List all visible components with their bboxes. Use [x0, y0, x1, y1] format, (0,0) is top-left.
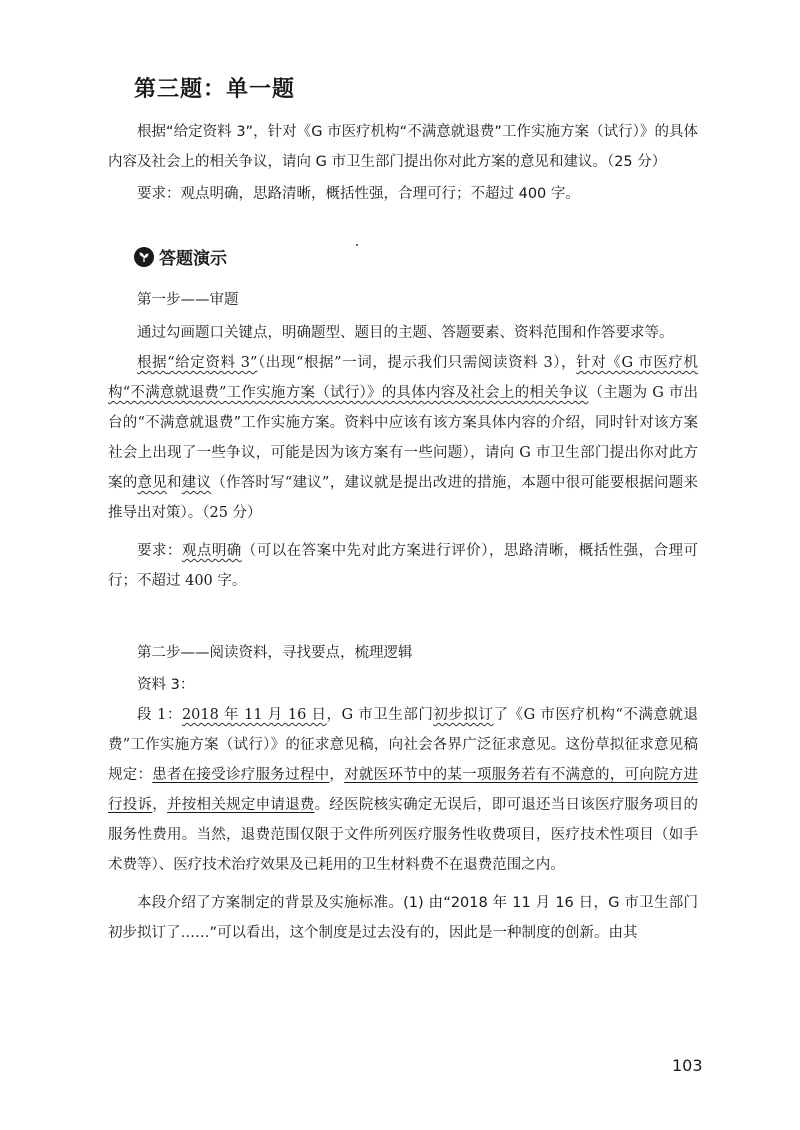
step1-block [108, 285, 698, 596]
question-requirements: 要求：观点明确，思路清晰，概括性强，合理可行；不超过 400 字。 [137, 186, 580, 202]
step1-intro: 通过勾画题口关键点，明确题型、题目的主题、答题要素、资料范围和作答要求等。 [137, 325, 674, 341]
page-number: 103 [672, 1056, 703, 1075]
mark-suggestion: 建议 [181, 475, 212, 491]
mark-refund: 并按相关规定申请退费 [167, 797, 315, 813]
step2-block [108, 638, 698, 948]
mark-date: 2018 年 11 月 16 日 [181, 707, 327, 723]
step1-requirements: 要求：观点明确（可以在答案中先对此方案进行评价），思路清晰，概括性强，合理可行；不超过 400 字。 [108, 543, 699, 589]
question-block [108, 117, 698, 209]
mark-complaint: 对就医环节中的某一项服务若有不满意的，可向院方进行投诉 [108, 767, 699, 813]
mark-topic: 针对《G 市医疗机构“不满意就退费”工作实施方案（试行）》的具体内容及社会上的相关争议 [108, 355, 698, 401]
demo-heading [134, 244, 227, 269]
leaf-icon [134, 247, 154, 267]
mark-process: 患者在接受诊疗服务过程中 [152, 767, 330, 783]
step1-analysis: 根据“给定资料 3”（出现“根据”一词，提示我们只需阅读资料 3），针对《G 市医疗机构“不满意就退费”工作实施方案（试行）》的具体内容及社会上的相关争议（主题为 G 市出台的“不满意就退费”工作实施方案。资料中应该有该方案具体内容的介绍，同时针对该方案社会上出现了一些争议，可能是因为该方案有一些问题），请向 G 市卫生部门提出你对此方案的意见和建议（作答时写“建议”，建议就是提出改进的措施，本题中很可能要根据问题来推导出对策）。（25 分） [108, 355, 699, 521]
step1-title: 第一步——审题 [137, 292, 239, 308]
demo-heading-text: 答题演示 [159, 249, 227, 269]
section-title: 第三题：单一题 [134, 77, 296, 102]
mark-material3: “给定资料 3” [167, 355, 258, 371]
mark-draft: 初步拟订 [433, 707, 494, 723]
mark-clear-view: 观点明确 [181, 543, 242, 559]
material3-paragraph1: 段 1：2018 年 11 月 16 日，G 市卫生部门初步拟订了《G 市医疗机构“不满意就退费”工作实施方案（试行）》的征求意见稿，向社会各界广泛征求意见。这份草拟征求意见稿规定：患者在接受诊疗服务过程中，对就医环节中的某一项服务若有不满意的，可向院方进行投诉，并按相关规定申请退费。经医院核实确定无误后，即可退还当日该医疗服务项目的服务性费用。当然，退费范围仅限于文件所列医疗服务性收费项目，医疗技术性项目（如手术费等）、医疗技术治疗效果及已耗用的卫生材料费不在退费范围之内。 [108, 707, 699, 873]
mark-genju: 根据 [137, 355, 168, 371]
mark-opinion: 意见 [137, 475, 167, 491]
analysis-text: 本段介绍了方案制定的背景及实施标准。(1) 由“2018 年 11 月 16 日，G 市卫生部门初步拟订了……”可以看出，这个制度是过去没有的，因此是一种制度的创新。由其 [108, 895, 698, 941]
material-label: 资料 3： [137, 677, 195, 693]
step2-title: 第二步——阅读资料，寻找要点，梳理逻辑 [137, 645, 413, 661]
question-text: 根据“给定资料 3”，针对《G 市医疗机构“不满意就退费”工作实施方案（试行）》的具体内容及社会上的相关争议，请向 G 市卫生部门提出你对此方案的意见和建议。（25 分） [108, 124, 698, 170]
scan-speck [356, 244, 358, 246]
